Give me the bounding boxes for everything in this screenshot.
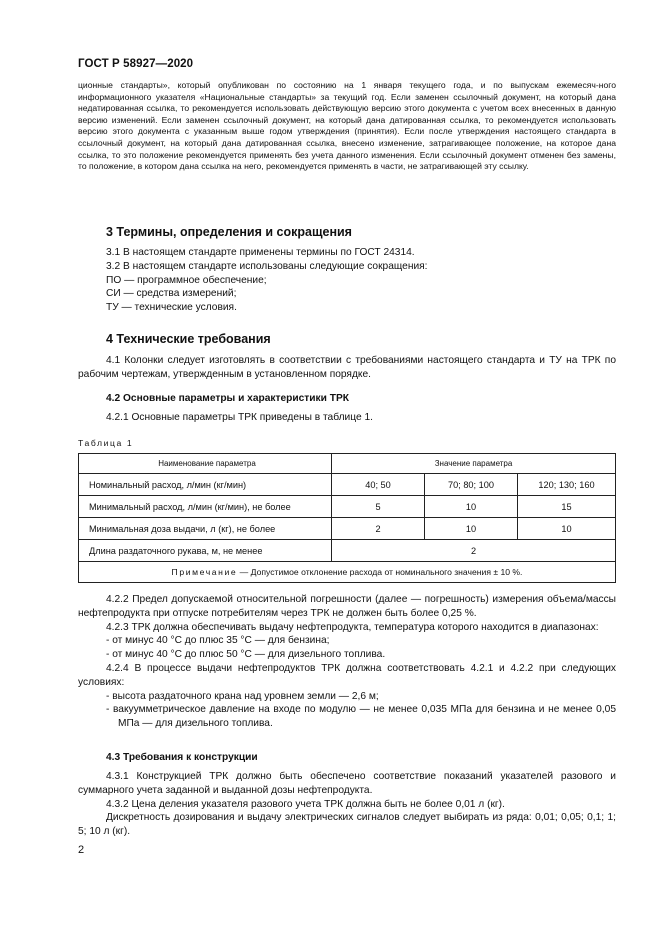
row-value: 15: [518, 496, 616, 518]
parameters-table: [78, 453, 616, 583]
table-row: [79, 496, 616, 518]
clause-4-2-4: 4.2.4 В процессе выдачи нефтепродуктов ТРК должна соответствовать 4.2.1 и 4.2.2 при следующих условиях:: [78, 662, 616, 688]
intro-text: ционные стандарты», который опубликован по состоянию на 1 января текущего года, и по выпускам ежемесяч-ного информационного указателя «Национальные стандарты» за текущий год. Если заменен ссылочный документ, на который дана недатированная ссылка, то рекомендуется использовать действующую версию этого документа с учетом всех внесенных в данную версию изменений. Если заменен ссылочный документ, на который дана датированная ссылка, то рекомендуется использовать версию этого документа с указанным выше годом утверждения (принятия). Если после утверждения настоящего стандарта в ссылочный документ, на который дана датированная ссылка, внесено изменение, затрагивающее положение, на которое дана ссылка, то это положение рекомендуется применять без учета данного изменения. Если ссылочный документ отменен без замены, то положение, в котором дана ссылка на него, рекомендуется применять в части, не затрагивающей эту ссылку.: [78, 80, 616, 172]
subsection-4-2-title: 4.2 Основные параметры и характеристики ТРК: [106, 393, 349, 404]
header-parameter-name: Наименование параметра: [79, 454, 332, 474]
condition-item: - высота раздаточного крана над уровнем земли — 2,6 м;: [106, 690, 379, 702]
table-header-row: [79, 454, 616, 474]
row-value: 2: [332, 540, 616, 562]
page-number: 2: [78, 844, 85, 856]
row-value: 10: [518, 518, 616, 540]
row-value: 70; 80; 100: [425, 474, 518, 496]
clause-4-3-2-cont: Дискретность дозирования и выдачу электрических сигналов следует выбирать из ряда: 0,01; 0,05; 0,1; 1; 5; 10 л (кг).: [78, 812, 616, 838]
clause-4-1-block: [78, 354, 616, 382]
clause-4-3-2: 4.3.2 Цена деления указателя разового учета ТРК должна быть не более 0,01 л (кг).: [106, 798, 505, 810]
temperature-item: - от минус 40 °C до плюс 35 °C — для бензина;: [106, 635, 330, 647]
clause-4-2-1: 4.2.1 Основные параметры ТРК приведены в таблице 1.: [106, 412, 373, 423]
clause-3-1: 3.1 В настоящем стандарте применены термины по ГОСТ 24314.: [106, 247, 415, 258]
section-4-title: 4 Технические требования: [106, 332, 271, 346]
table-note: [79, 562, 616, 583]
clause-4-3-1: 4.3.1 Конструкцией ТРК должно быть обеспечено соответствие показаний указателей разового и суммарного учета заданной и выданной дозы нефтепродукта.: [78, 771, 616, 796]
condition-item: - вакуумметрическое давление на входе по модулю — не менее 0,035 МПа для бензина и не менее 0,05 МПа — для дизельного топлива.: [106, 704, 616, 730]
clause-4-1: 4.1 Колонки следует изготовлять в соответствии с требованиями настоящего стандарта и ТУ на ТРК по рабочим чертежам, утвержденным в установленном порядке.: [78, 355, 616, 380]
row-value: 120; 130; 160: [518, 474, 616, 496]
row-name: Минимальная доза выдачи, л (кг), не более: [79, 518, 332, 540]
table-note-row: [79, 562, 616, 583]
abbreviation-item: ТУ — технические условия.: [106, 302, 237, 314]
document-header: ГОСТ Р 58927—2020: [78, 58, 194, 70]
table-row: [79, 518, 616, 540]
abbreviation-item: СИ — средства измерений;: [106, 288, 237, 300]
row-value: 10: [425, 496, 518, 518]
construction-block: [78, 770, 616, 839]
header-parameter-value: Значение параметра: [332, 454, 616, 474]
section-3-body: [78, 246, 616, 315]
row-name: Номинальный расход, л/мин (кг/мин): [79, 474, 332, 496]
temperature-item: - от минус 40 °C до плюс 50 °C — для дизельного топлива.: [106, 649, 386, 661]
row-value: 2: [332, 518, 425, 540]
table-row: [79, 540, 616, 562]
clause-4-2-3: 4.2.3 ТРК должна обеспечивать выдачу нефтепродукта, температура которого находится в диапазонах:: [106, 621, 599, 633]
note-text: — Допустимое отклонение расхода от номинального значения ± 10 %.: [237, 567, 523, 577]
row-name: Минимальный расход, л/мин (кг/мин), не более: [79, 496, 332, 518]
note-label: Примечание: [171, 567, 238, 577]
clause-4-2-1-block: [78, 411, 616, 425]
clause-3-2: 3.2 В настоящем стандарте использованы следующие сокращения:: [106, 260, 428, 272]
subsection-4-3-title: 4.3 Требования к конструкции: [106, 752, 258, 763]
abbreviation-item: ПО — программное обеспечение;: [106, 274, 267, 286]
requirements-block: [78, 593, 616, 731]
table-caption: Таблица 1: [78, 438, 134, 448]
row-value: 5: [332, 496, 425, 518]
row-value: 10: [425, 518, 518, 540]
row-name: Длина раздаточного рукава, м, не менее: [79, 540, 332, 562]
clause-4-2-2: 4.2.2 Предел допускаемой относительной погрешности (далее — погрешность) измерения объема/массы нефтепродукта при отпуске потребителям через ТРК не должен быть более 0,25 %.: [78, 594, 616, 619]
section-3-title: 3 Термины, определения и сокращения: [106, 225, 352, 239]
table-row: [79, 474, 616, 496]
row-value: 40; 50: [332, 474, 425, 496]
intro-paragraph: [78, 80, 616, 173]
